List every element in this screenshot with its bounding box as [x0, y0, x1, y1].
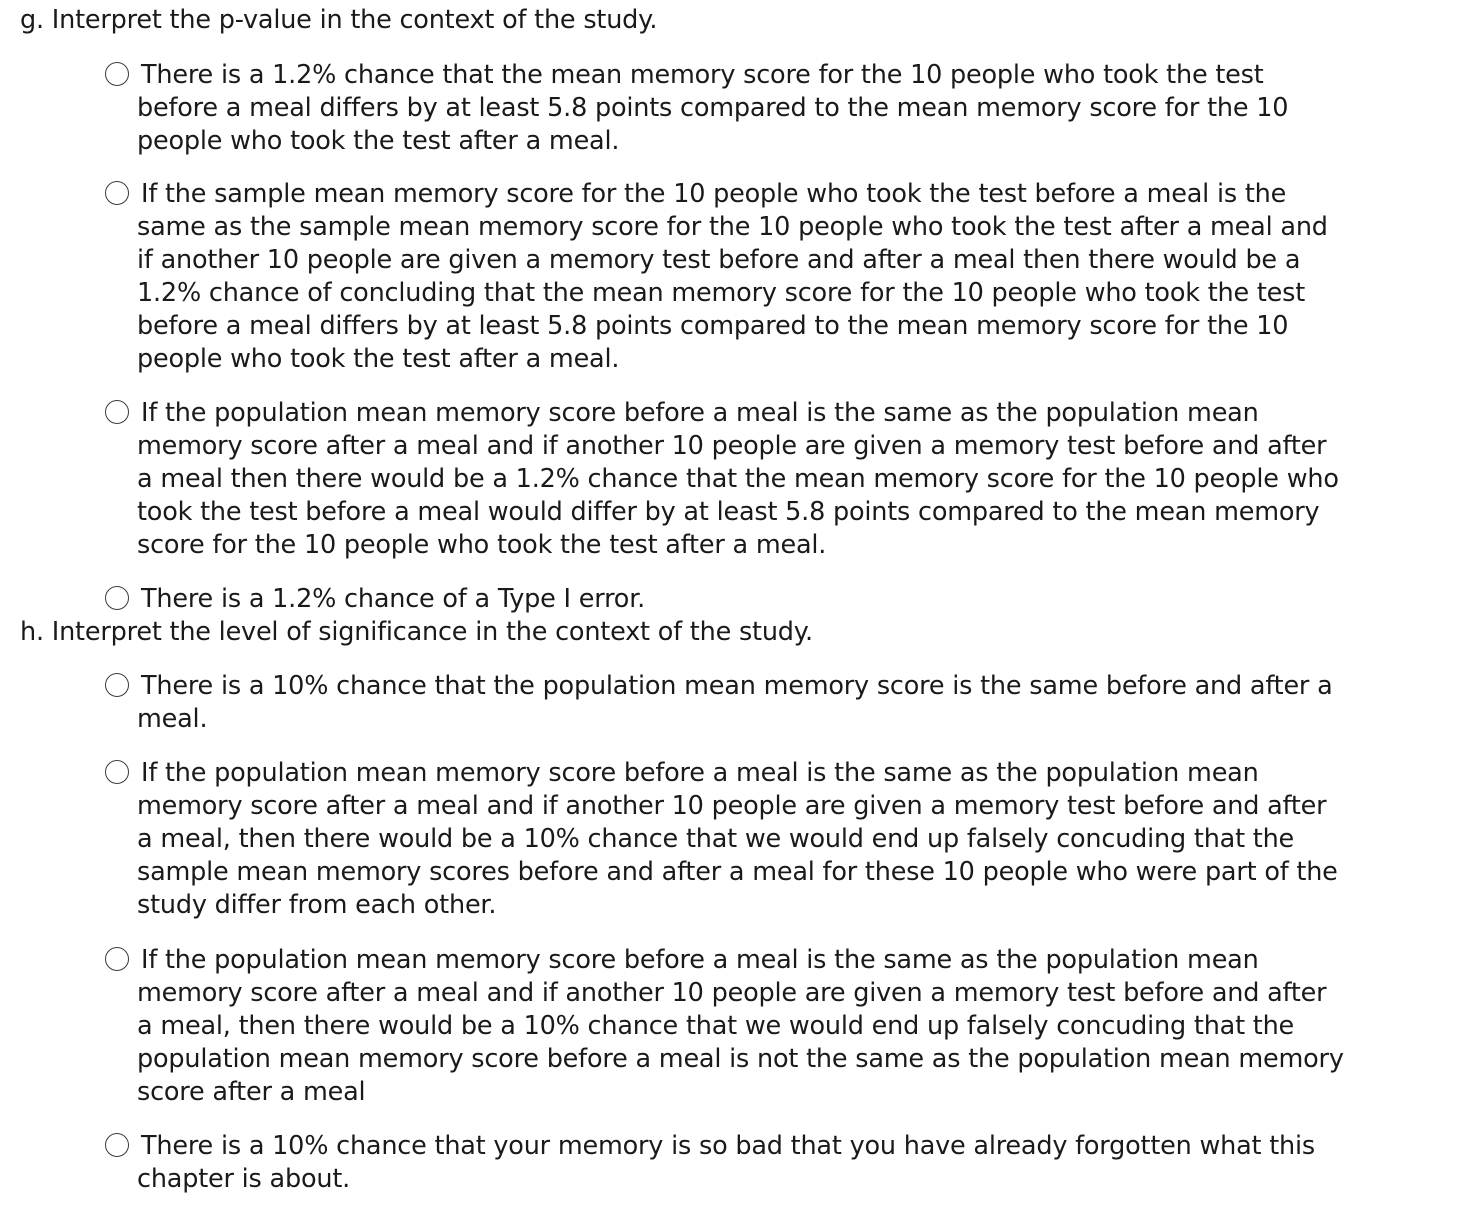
radio-button[interactable] — [105, 1133, 129, 1157]
option-label: If the population mean memory score before a meal is the same as the population mean memory score after a meal and if another 10 people are given a memory test before and after a meal, then there would be a 10% chance that we would end up falsely concuding that the sample mean memory scores before and after a meal for these 10 people who were part of the study differ from each other. — [137, 758, 1338, 920]
question-g-option-4[interactable] — [105, 583, 1405, 616]
question-h-prompt: h. Interpret the level of significance in the context of the study. — [20, 617, 813, 647]
option-label: If the sample mean memory score for the 10 people who took the test before a meal is the same as the sample mean memory score for the 10 people who took the test after a meal and if another 10 people are given a memory test before and after a meal then there would be a 1.2% chance of concluding that the mean memory score for the 10 people who took the test before a meal differs by at least 5.8 points compared to the mean memory score for the 10 people who took the test after a meal. — [137, 179, 1328, 374]
question-h-option-4[interactable] — [105, 1130, 1405, 1196]
option-label: There is a 10% chance that the population mean memory score is the same before and after a meal. — [137, 671, 1333, 734]
radio-button[interactable] — [105, 673, 129, 697]
radio-button[interactable] — [105, 181, 129, 205]
question-h-option-3[interactable] — [105, 944, 1405, 1109]
question-h-option-1[interactable] — [105, 670, 1405, 736]
question-g-option-2[interactable] — [105, 178, 1405, 376]
question-h-option-2[interactable] — [105, 757, 1405, 922]
option-label: There is a 1.2% chance of a Type I error. — [141, 584, 646, 614]
option-label: If the population mean memory score before a meal is the same as the population mean memory score after a meal and if another 10 people are given a memory test before and after a meal then there would be a 1.2% chance that the mean memory score for the 10 people who took the test before a meal would differ by at least 5.8 points compared to the mean memory score for the 10 people who took the test after a meal. — [137, 398, 1339, 560]
question-g-prompt: g. Interpret the p-value in the context of the study. — [20, 5, 658, 35]
option-label: There is a 10% chance that your memory is so bad that you have already forgotten what this chapter is about. — [137, 1131, 1315, 1194]
radio-button[interactable] — [105, 760, 129, 784]
radio-button[interactable] — [105, 947, 129, 971]
radio-button[interactable] — [105, 400, 129, 424]
option-label: There is a 1.2% chance that the mean memory score for the 10 people who took the test before a meal differs by at least 5.8 points compared to the mean memory score for the 10 people who took the test after a meal. — [137, 60, 1289, 156]
radio-button[interactable] — [105, 586, 129, 610]
question-g-option-3[interactable] — [105, 397, 1405, 562]
question-g-option-1[interactable] — [105, 59, 1405, 158]
radio-button[interactable] — [105, 62, 129, 86]
option-label: If the population mean memory score before a meal is the same as the population mean memory score after a meal and if another 10 people are given a memory test before and after a meal, then there would be a 10% chance that we would end up falsely concuding that the population mean memory score before a meal is not the same as the population mean memory score after a meal — [137, 945, 1344, 1107]
